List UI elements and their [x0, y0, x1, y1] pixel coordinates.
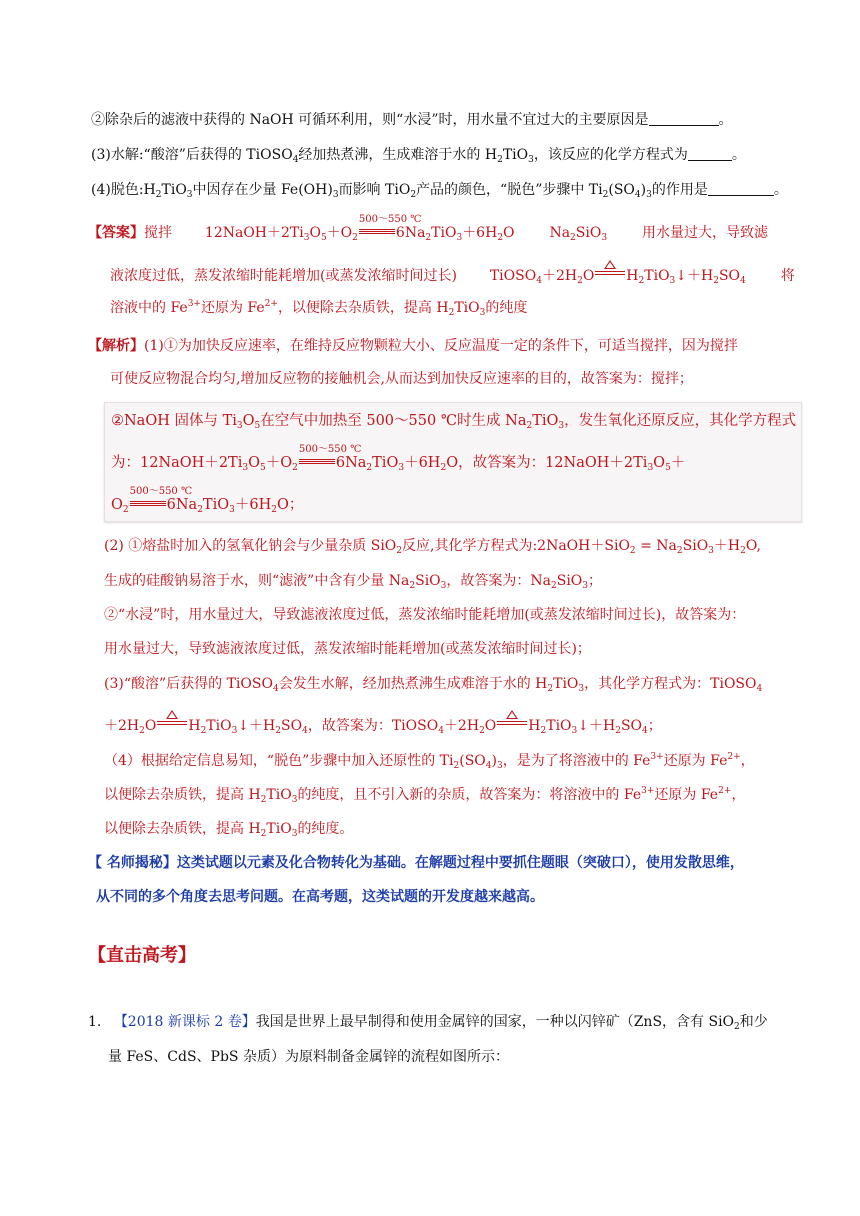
question-1-line-1 [88, 1012, 768, 1032]
question-number: 1. [88, 1014, 102, 1030]
answer-line-2 [110, 266, 795, 286]
sub: 3 [601, 233, 608, 243]
answer-blank [688, 148, 732, 161]
analysis-text: H [188, 718, 201, 734]
question-1-line-2 [108, 1047, 509, 1067]
analysis-text: ，是为了将溶液中的 Fe [502, 753, 651, 769]
q4-text: 产品的颜色，“脱色”步骤中 Ti [416, 182, 603, 198]
analysis-line-1 [88, 336, 738, 356]
sub: 4 [438, 726, 444, 736]
equation-part: ↓＋H [675, 268, 714, 284]
analysis-text: (3)“酸溶”后获得的 TiOSO [104, 676, 273, 692]
answer-line-1 [88, 214, 768, 243]
sup: 2+ [264, 299, 278, 309]
sub: 2 [713, 276, 719, 286]
answer-text: Na [549, 225, 571, 241]
sub: 4 [536, 276, 542, 286]
sub: 2 [260, 795, 267, 805]
sub: 2 [497, 155, 503, 165]
analysis-text: （4）根据给定信息易知，“脱色”步骤中加入还原性的 Ti [104, 753, 454, 769]
analysis-text: SiO [682, 538, 709, 554]
condition-text: 500～550 ℃ [298, 444, 362, 455]
analysis-text: ＋2H [443, 718, 480, 734]
img-text: TiO [372, 455, 399, 471]
analysis-text: ，其化学方程式为：TiOSO [584, 676, 757, 692]
equation-part: H [626, 268, 639, 284]
img-text: 在空气中加热至 500～550 ℃时生成 Na [260, 413, 527, 429]
sub: 2 [271, 505, 277, 515]
analysis-text: 可使反应物混合均匀,增加反应物的接触机会,从而达到加快反应速率的目的，故答案为：搅拌； [110, 371, 693, 387]
sub: 2 [200, 726, 207, 736]
analysis-text: ，故答案为：Na [446, 573, 551, 589]
sub: 5 [665, 463, 671, 473]
sub: 4 [756, 684, 763, 694]
sub: 5 [259, 463, 266, 473]
analysis-text: ， [740, 753, 755, 769]
equation-part: O [503, 225, 515, 241]
sub: 4 [302, 726, 308, 736]
analysis-text: 会发生水解，经加热煮沸生成难溶于水的 H [278, 676, 548, 692]
q3-text: 经加热煮沸，生成难溶于水的 H [298, 147, 498, 163]
tip-text: 这类试题以元素及化合物转化为基础。在解题过程中要抓住题眼（突破口），使用发散思维， [176, 855, 744, 871]
analysis-4-line-3 [104, 819, 353, 839]
q4-text: TiO [161, 182, 187, 198]
equation-part: O [309, 225, 321, 241]
sub: 4 [485, 761, 492, 771]
analysis-text: ↓＋H [237, 718, 276, 734]
sub: 2 [540, 726, 547, 736]
analysis-text: TiO [266, 821, 292, 837]
analysis-text: SiO [415, 573, 441, 589]
analysis-4-line-1 [104, 751, 755, 771]
sub: 4 [634, 190, 641, 200]
analysis-text: 生成的硅酸钠易溶于水，则“滤液”中含有少量 Na [104, 573, 410, 589]
analysis-text: O, [745, 538, 761, 554]
answer-text: 用水量过大，导致滤 [641, 225, 768, 241]
q4-text: (4)脱色:H [91, 182, 156, 198]
equation-part: TiOSO [489, 268, 537, 284]
img-line-1 [111, 411, 796, 431]
answer-text: 将 [780, 268, 795, 284]
analysis-text: 还原为 Fe [654, 787, 719, 803]
question-text: 和少 [739, 1014, 768, 1030]
answer-text: 搅拌 [144, 225, 172, 241]
sub: 2 [260, 829, 267, 839]
sub: 2 [740, 546, 746, 556]
answer-text: 的纯度 [485, 300, 528, 316]
sup: 2+ [718, 786, 732, 796]
analysis-text: SiO [556, 573, 583, 589]
analysis-tag: 【解析】 [88, 338, 144, 354]
img-text: TiO [202, 497, 230, 513]
img-text: O； [276, 497, 304, 513]
question-2-line [91, 110, 733, 130]
sub: 3 [708, 546, 714, 556]
analysis-text: 以便除去杂质铁，提高 H [104, 787, 261, 803]
analysis-text: ②“水浸”时，用水量过大，导致滤液浓度过低，蒸发浓缩时能耗增加(或蒸发浓缩时间过长)，故答案为： [104, 607, 746, 623]
heating-arrow-icon [157, 720, 187, 728]
analysis-text: ； [588, 573, 603, 589]
sup: 3+ [187, 299, 201, 309]
img-text: ＋6H [404, 455, 441, 471]
pasted-image-box [104, 402, 802, 522]
analysis-2-line-2 [104, 571, 602, 591]
q4-text: 的作用是 [651, 182, 708, 198]
sub: 2 [440, 463, 447, 473]
analysis-text: ，故答案为：TiOSO [307, 718, 439, 734]
sub: 3 [332, 190, 339, 200]
img-text: ＋ [670, 455, 686, 471]
question-source: 【2018 新课标 2 卷】 [113, 1014, 256, 1030]
sub: 3 [291, 795, 298, 805]
sub: 2 [547, 684, 554, 694]
analysis-text: SO [620, 718, 643, 734]
analysis-text: 反应,其化学方程式为:2NaOH＋SiO [402, 538, 630, 554]
answer-blank [708, 183, 774, 196]
answer-text: 还原为 Fe [200, 300, 265, 316]
question-text: 我国是世界上最早制得和使用金属锌的国家，一种以闪锌矿（ZnS，含有 SiO [255, 1014, 735, 1030]
sub: 2 [526, 421, 533, 431]
sub: 3 [496, 761, 503, 771]
img-text: O，故答案为：12NaOH＋2Ti [446, 455, 648, 471]
sub: 2 [676, 546, 683, 556]
equation-part: 6Na [395, 225, 426, 241]
answer-text: TiO [454, 300, 480, 316]
sub: 2 [425, 233, 432, 243]
analysis-text: TiO [206, 718, 232, 734]
img-text: O [111, 497, 123, 513]
question-3-line [91, 145, 746, 165]
sub: 3 [558, 421, 565, 431]
sub: 2 [197, 505, 203, 515]
sub: 3 [571, 726, 578, 736]
sub: 2 [734, 1022, 740, 1032]
equation-part: TiO [644, 268, 670, 284]
sub: 3 [456, 233, 463, 243]
answer-text: SiO [575, 225, 602, 241]
sub: 3 [646, 190, 652, 200]
sub: 2 [453, 761, 460, 771]
analysis-line-2 [110, 369, 693, 389]
analysis-3-line-2 [104, 716, 662, 736]
analysis-text: 用水量过大，导致滤液浓度过低，蒸发浓缩时能耗增加(或蒸发浓缩时间过长)； [104, 641, 591, 657]
period: 。 [731, 147, 746, 163]
sub: 3 [229, 505, 235, 515]
tip-line-2 [96, 887, 544, 907]
heating-arrow-icon [595, 270, 625, 278]
sub: 3 [231, 726, 238, 736]
sub: 4 [292, 155, 299, 165]
q3-text: TiO [502, 147, 529, 163]
analysis-text: O [484, 718, 497, 734]
sub: 3 [291, 829, 298, 839]
analysis-text: TiO [266, 787, 292, 803]
analysis-text: H [528, 718, 541, 734]
sub: 2 [638, 276, 645, 286]
q3-text: (3)水解:“酸溶”后获得的 TiOSO [91, 147, 293, 163]
img-text: ②NaOH 固体与 Ti [111, 413, 237, 429]
analysis-2-line-3 [104, 605, 745, 625]
img-text: 为：12NaOH＋2Ti [111, 455, 243, 471]
question-4-line [91, 180, 788, 200]
sub: 4 [272, 684, 279, 694]
sub: 5 [254, 421, 261, 431]
condition-text: 500～550 ℃ [129, 486, 193, 497]
analysis-2-line-4 [104, 639, 591, 659]
tip-tag: 【 名师揭秘】 [88, 855, 177, 871]
equation-part: 12NaOH＋2Ti [204, 225, 304, 241]
sub: 3 [479, 308, 486, 318]
analysis-text: ， [731, 787, 746, 803]
equation-part: ＋2H [541, 268, 578, 284]
analysis-text: 以便除去杂质铁，提高 H [104, 821, 261, 837]
sub: 2 [409, 581, 416, 591]
sub: 2 [577, 276, 583, 286]
analysis-text: SO [281, 718, 303, 734]
analysis-text: = Na [635, 538, 677, 554]
sub: 2 [155, 190, 162, 200]
tip-line-1 [88, 853, 744, 873]
sub: 2 [352, 233, 358, 243]
img-line-2 [111, 444, 686, 473]
q4-text: ) [640, 182, 647, 198]
sub: 3 [578, 684, 585, 694]
img-text: ，发生氧化还原反应，其化学方程式 [564, 413, 797, 429]
analysis-text: ＋H [713, 538, 741, 554]
period: 。 [718, 112, 733, 128]
img-text: ＋O [265, 455, 293, 471]
sup: 3+ [641, 786, 655, 796]
q4-text: 而影响 TiO [338, 182, 411, 198]
sub: 2 [602, 190, 609, 200]
sub: 2 [448, 308, 455, 318]
analysis-text: TiO [553, 676, 579, 692]
equation-part: ＋O [326, 225, 353, 241]
sub: 2 [396, 546, 403, 556]
sub: 3 [440, 581, 447, 591]
sub: 2 [479, 726, 485, 736]
answer-blank [649, 113, 719, 126]
sup: 3+ [650, 752, 664, 762]
sub: 3 [303, 233, 310, 243]
answer-line-3 [110, 298, 527, 318]
analysis-text: ＋2H [104, 718, 140, 734]
img-line-3 [111, 486, 304, 515]
q4-text: (SO [608, 182, 635, 198]
sub: 3 [236, 421, 243, 431]
q4-text: 中因存在少量 Fe(OH) [192, 182, 333, 198]
section-heading: 【直击高考】 [88, 945, 196, 966]
analysis-text: (2) ①熔盐时加入的氢氧化钠会与少量杂质 SiO [104, 538, 397, 554]
answer-text: 溶液中的 Fe [110, 300, 188, 316]
sub: 2 [292, 463, 298, 473]
answer-text: 液浓度过低，蒸发浓缩时能耗增加(或蒸发浓缩时间过长) [110, 268, 457, 284]
analysis-text: ； [647, 718, 662, 734]
sub: 2 [629, 546, 636, 556]
sub: 2 [122, 505, 129, 515]
img-text: 6Na [166, 497, 198, 513]
analysis-text: 还原为 Fe [663, 753, 728, 769]
sub: 3 [669, 276, 676, 286]
analysis-text: 的纯度。 [297, 821, 354, 837]
condition-text: 500～550 ℃ [358, 214, 422, 225]
q3-text: ，该反应的化学方程式为 [533, 147, 688, 163]
sup: 2+ [727, 752, 741, 762]
sub: 4 [642, 726, 648, 736]
analysis-text: (SO [459, 753, 486, 769]
analysis-text: 的纯度，且不引入新的杂质，故答案为：将溶液中的 Fe [297, 787, 642, 803]
analysis-text: ↓＋H [577, 718, 616, 734]
img-text: O [653, 455, 666, 471]
img-text: 6Na [335, 455, 367, 471]
sub: 3 [242, 463, 249, 473]
analysis-text: (1)①为加快反应速率，在维持反应物颗粒大小、反应温度一定的条件下，可适当搅拌，因为搅拌 [144, 338, 738, 354]
equation-part: O [582, 268, 595, 284]
sub: 3 [647, 463, 654, 473]
period: 。 [773, 182, 788, 198]
img-text: O [248, 455, 260, 471]
analysis-3-line-1 [104, 674, 762, 694]
question-text: ②除杂后的滤液中获得的 NaOH 可循环利用，则“水浸”时，用水量不宜过大的主要原因是 [91, 112, 649, 128]
sub: 2 [139, 726, 145, 736]
tip-text: 从不同的多个角度去思考问题。在高考题，这类试题的开发度越来越高。 [96, 889, 544, 905]
equation-part: SO [718, 268, 741, 284]
analysis-text: ) [491, 753, 497, 769]
question-text: 量 FeS、CdS、PbS 杂质）为原料制备金属锌的流程如图所示： [108, 1049, 509, 1065]
sub: 2 [275, 726, 282, 736]
img-text: ＋6H [234, 497, 272, 513]
sub: 3 [528, 155, 534, 165]
sub: 2 [366, 463, 373, 473]
sub: 5 [320, 233, 327, 243]
equation-part: TiO [431, 225, 457, 241]
sub: 2 [497, 233, 504, 243]
analysis-2-line-1 [104, 536, 761, 556]
sub: 2 [410, 190, 417, 200]
img-text: O [242, 413, 255, 429]
sub: 2 [570, 233, 576, 243]
analysis-4-line-2 [104, 785, 745, 805]
analysis-text: O [144, 718, 157, 734]
sub: 3 [186, 190, 193, 200]
answer-text: ，以便除去杂质铁，提高 H [277, 300, 449, 316]
sub: 2 [551, 581, 557, 591]
answer-tag: 【答案】 [88, 225, 144, 241]
heating-arrow-icon [497, 720, 527, 728]
equation-part: ＋6H [462, 225, 498, 241]
sub: 3 [582, 581, 589, 591]
sub: 2 [615, 726, 621, 736]
img-text: TiO [532, 413, 559, 429]
analysis-text: TiO [546, 718, 572, 734]
sub: 3 [398, 463, 405, 473]
sub: 4 [740, 276, 746, 286]
